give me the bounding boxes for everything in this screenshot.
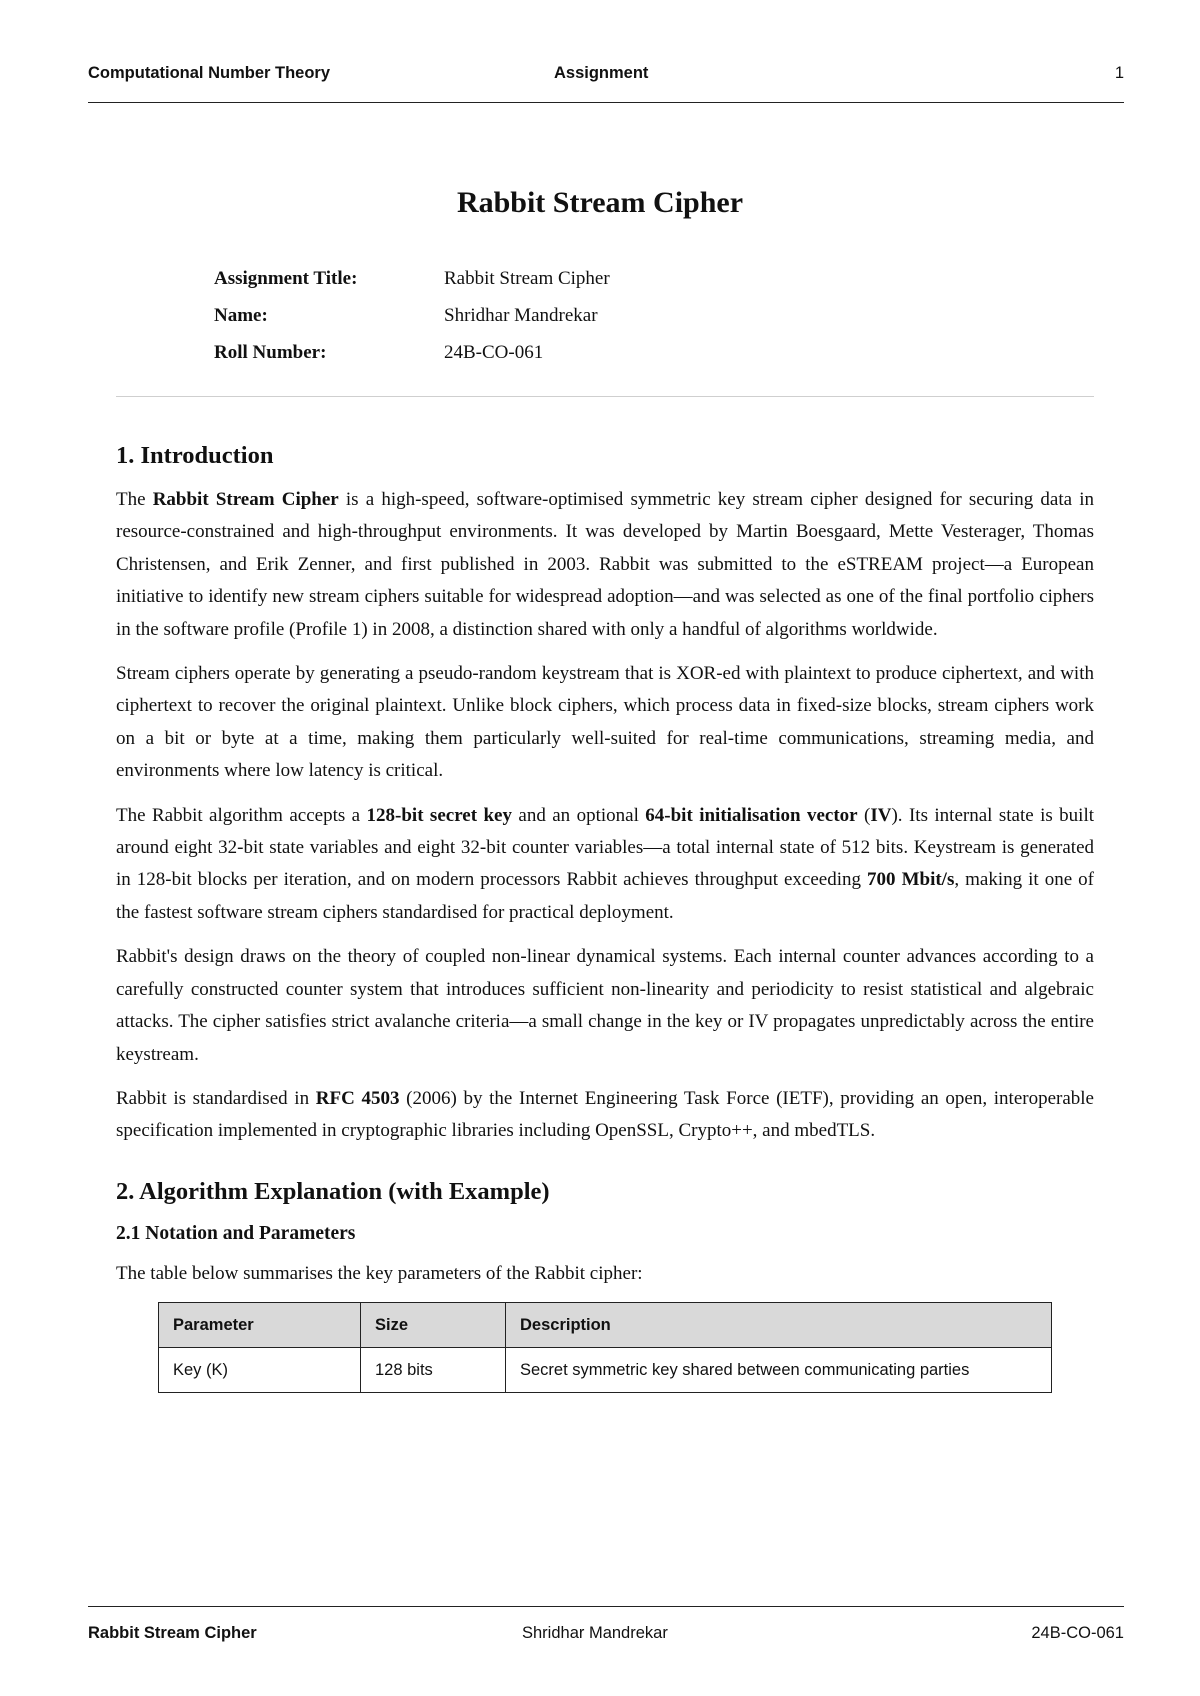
table-cell: 128 bits bbox=[361, 1348, 506, 1393]
text-run: Rabbit is standardised in bbox=[116, 1087, 316, 1109]
text-run: and an optional bbox=[511, 804, 646, 826]
section-heading-introduction: 1. Introduction bbox=[116, 442, 274, 469]
info-label: Name: bbox=[214, 305, 268, 326]
intro-paragraph-2: Stream ciphers operate by generating a pseudo-random keystream that is XOR-ed with plaintext to produce ciphertext, and with ciphertext to recover the original plaintext. Unlike block ciphers, which process data in fixed-size blocks, stream ciphers work on a bit or byte at a time, making them particularly well-suited for real-time communications, streaming media, and environments where low latency is critical. bbox=[116, 663, 1094, 782]
table-cell: Key (K) bbox=[159, 1348, 361, 1393]
document-title: Rabbit Stream Cipher bbox=[456, 186, 744, 219]
text-run: (2006) by the Internet Engineering Task Force (IETF), providing an open, interoperable specification implemented in cryptographic libraries including OpenSSL, Crypto++, and mbedTLS. bbox=[116, 1087, 1094, 1142]
text-run: , making it one of the fastest software stream ciphers standardised for practical deployment. bbox=[116, 869, 1095, 923]
info-row-title bbox=[214, 260, 610, 297]
table-header-cell: Size bbox=[361, 1303, 506, 1348]
page-footer bbox=[88, 1606, 1124, 1655]
intro-paragraph-4: Rabbit's design draws on the theory of coupled non-linear dynamical systems. Each internal counter advances according to a carefully constructed counter system that introduces sufficient non-linearity and periodicity to resist statistical and algebraic attacks. The cipher satisfies strict avalanche criteria—a small change in the key or IV propagates unpredictably across the entire keystream. bbox=[116, 946, 1094, 1065]
subsection-heading-notation: 2.1 Notation and Parameters bbox=[116, 1222, 356, 1244]
header-course: Computational Number Theory bbox=[88, 64, 331, 82]
parameters-table bbox=[158, 1302, 1052, 1393]
table-row bbox=[159, 1348, 1052, 1393]
intro-paragraph-3 bbox=[116, 800, 1094, 930]
text-run: The Rabbit algorithm accepts a bbox=[116, 804, 367, 826]
assignment-info bbox=[214, 260, 610, 371]
info-row-name bbox=[214, 297, 610, 334]
text-run-bold: 128-bit secret key bbox=[366, 804, 512, 826]
text-run-bold: 64-bit initialisation vector bbox=[645, 804, 858, 826]
text-run-bold: RFC 4503 bbox=[315, 1087, 400, 1109]
info-value: 24B-CO-061 bbox=[444, 342, 544, 363]
text-run-bold: 700 Mbit/s bbox=[867, 869, 955, 891]
footer-doc-title: Rabbit Stream Cipher bbox=[88, 1624, 257, 1642]
table-intro-text: The table below summarises the key parameters of the Rabbit cipher: bbox=[116, 1262, 643, 1284]
table-header-row bbox=[159, 1303, 1052, 1348]
title-divider bbox=[116, 396, 1094, 397]
footer-author: Shridhar Mandrekar bbox=[522, 1624, 668, 1642]
table-header-cell: Description bbox=[506, 1303, 1052, 1348]
footer-roll-number: 24B-CO-061 bbox=[1031, 1624, 1124, 1642]
text-run: ( bbox=[857, 804, 871, 826]
header-type: Assignment bbox=[554, 64, 649, 82]
info-row-roll bbox=[214, 334, 610, 371]
text-run: ). Its internal state is built around eight 32-bit state variables and eight 32-bit counter variables—a total internal state of 512 bits. Keystream is generated in 128-bit blocks per iteration, and on modern processors Rabbit achieves throughput exceeding bbox=[116, 804, 1095, 891]
intro-paragraph-1 bbox=[116, 484, 1094, 646]
table-header-cell: Parameter bbox=[159, 1303, 361, 1348]
info-value: Shridhar Mandrekar bbox=[444, 305, 598, 326]
header-page-number: 1 bbox=[1114, 64, 1124, 82]
intro-paragraph-5 bbox=[116, 1083, 1094, 1148]
info-label: Assignment Title: bbox=[214, 268, 358, 289]
section-heading-algorithm: 2. Algorithm Explanation (with Example) bbox=[116, 1177, 550, 1205]
text-run-bold: IV bbox=[870, 804, 892, 826]
table-cell: Secret symmetric key shared between communicating parties bbox=[506, 1348, 1052, 1393]
info-label: Roll Number: bbox=[214, 342, 327, 363]
page-header bbox=[88, 60, 1124, 103]
text-run: is a high-speed, software-optimised symmetric key stream cipher designed for securing data in resource-constrained and high-throughput environments. It was developed by Martin Boesgaard, Mette Vesterager, Thomas Christensen, and Erik Zenner, and first published in 2003. Rabbit was submitted to the eSTREAM project—a European initiative to identify new stream ciphers suitable for widespread adoption—and was selected as one of the final portfolio ciphers in the software profile (Profile 1) in 2008, a distinction shared with only a handful of algorithms worldwide. bbox=[116, 489, 1094, 640]
document-body bbox=[116, 440, 1094, 1393]
text-run-bold: Rabbit Stream Cipher bbox=[152, 489, 339, 510]
info-value: Rabbit Stream Cipher bbox=[444, 268, 610, 289]
text-run: The bbox=[116, 489, 153, 510]
